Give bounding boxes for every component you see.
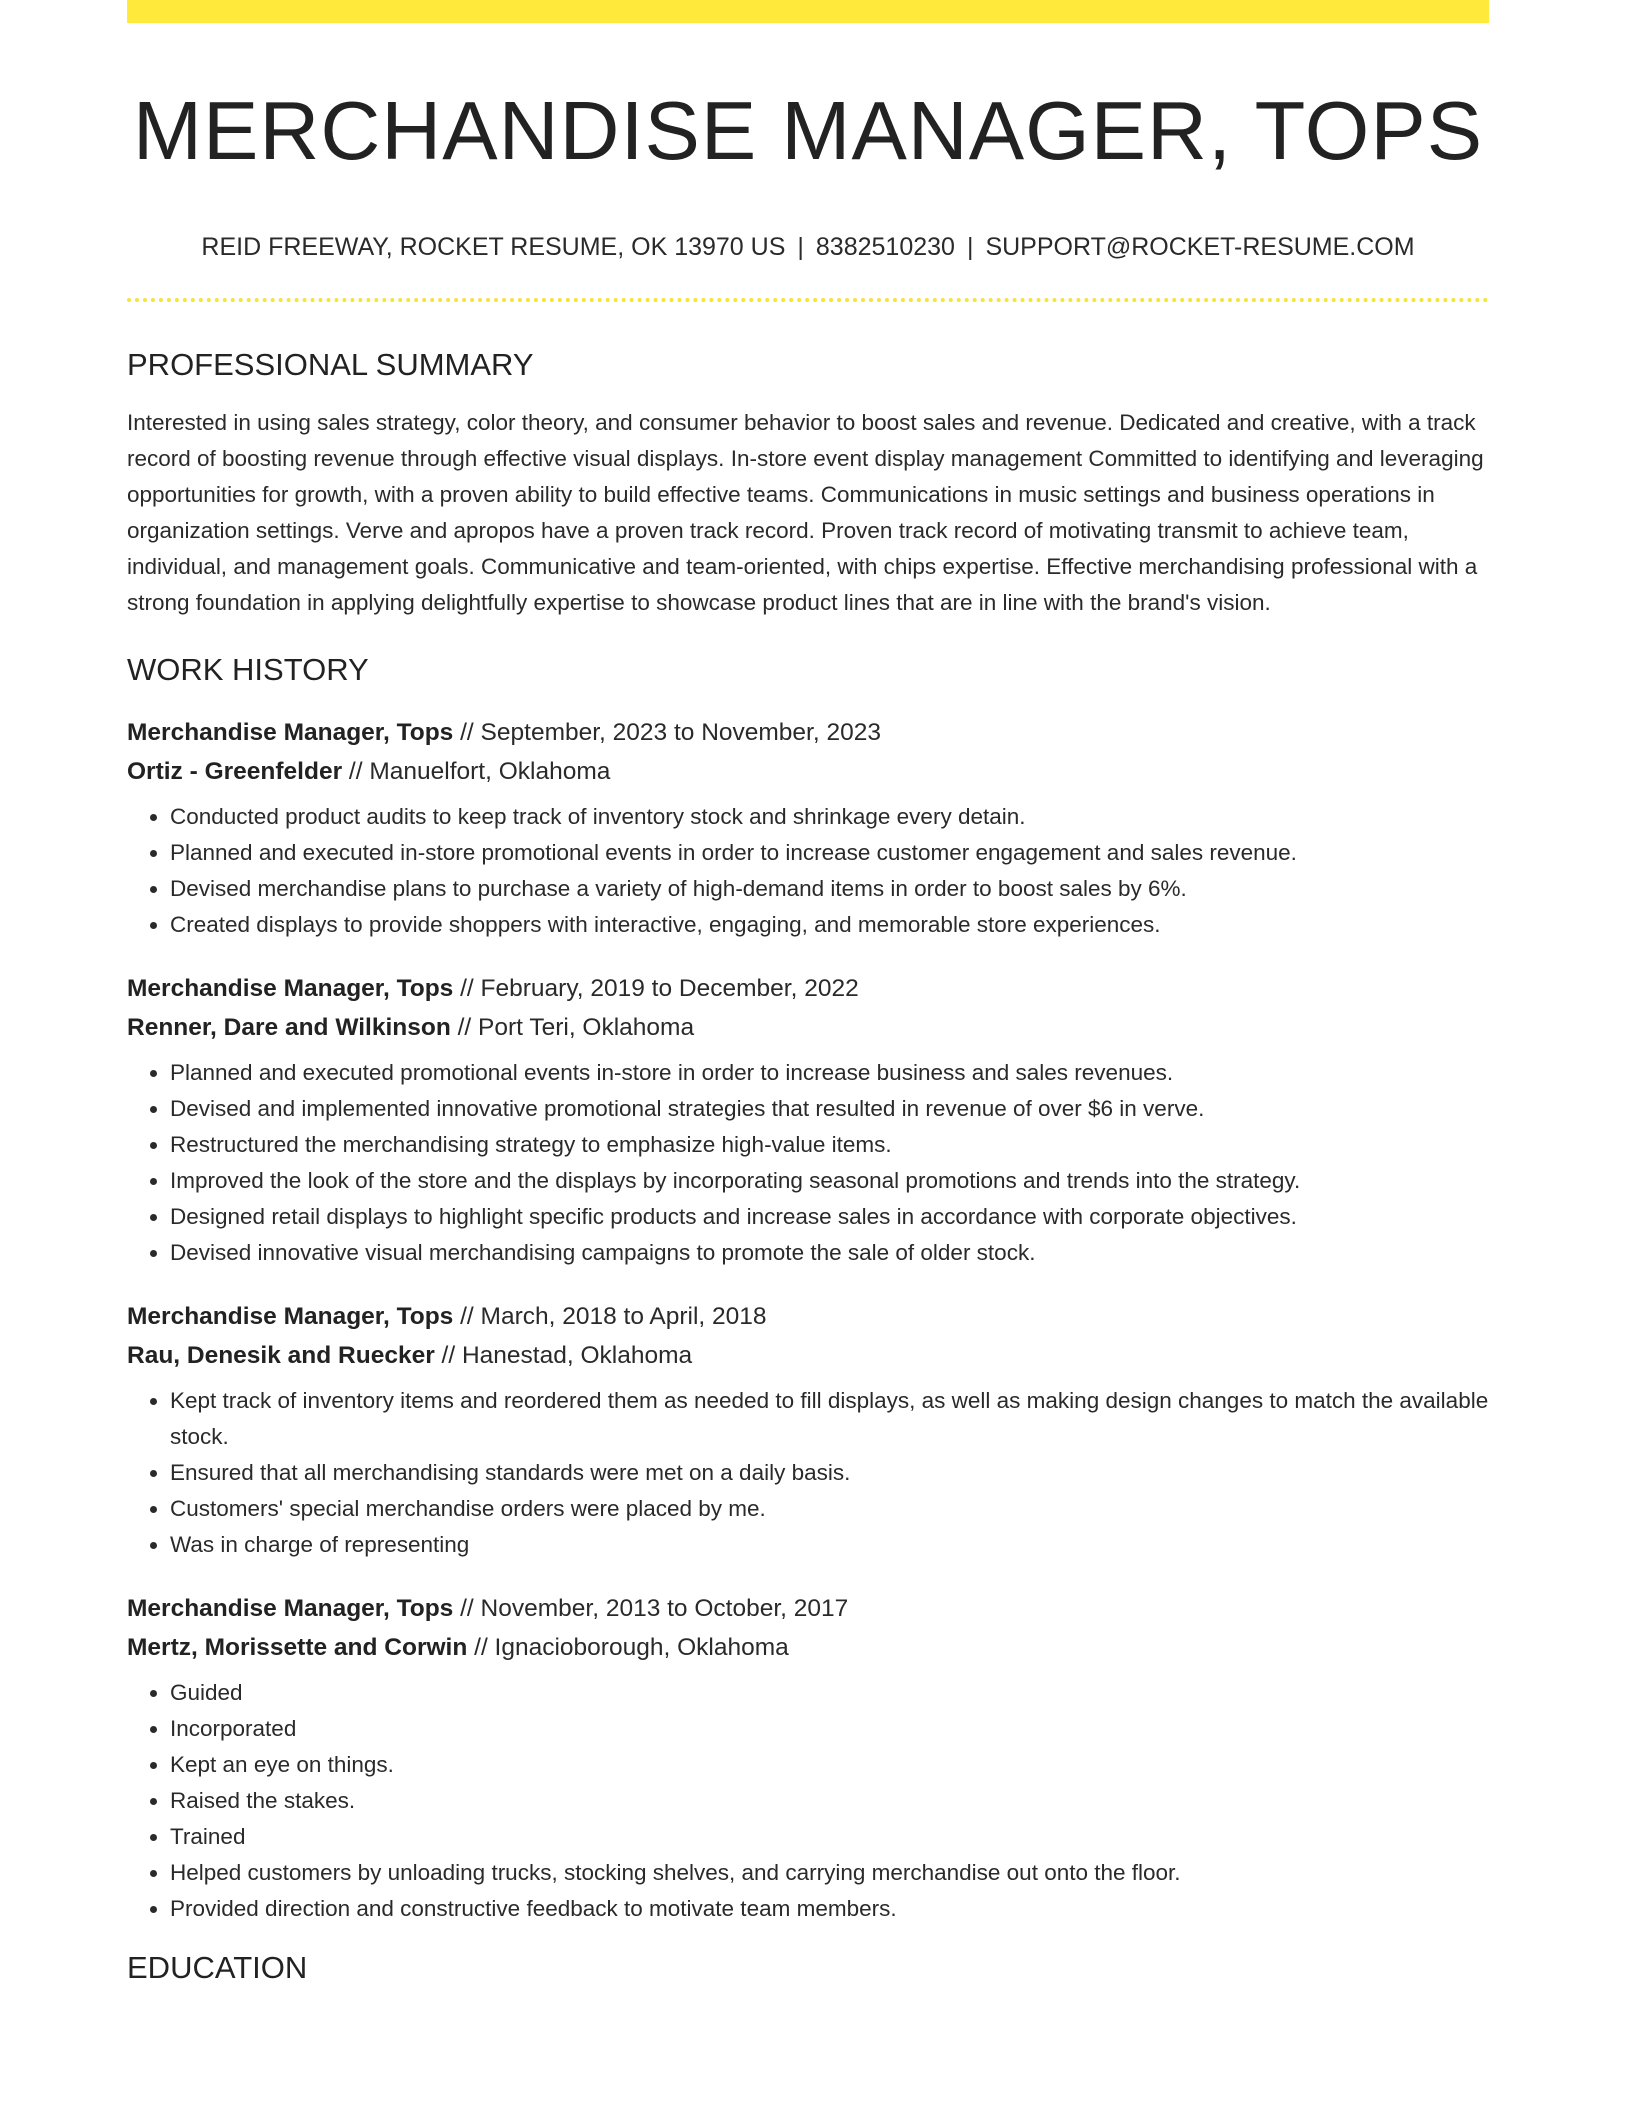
- job-dates: // September, 2023 to November, 2023: [453, 718, 881, 746]
- job-bullet-list: [127, 799, 1489, 943]
- job-company: Ortiz - Greenfelder: [127, 757, 343, 785]
- job-title-line: [127, 969, 1489, 1008]
- job-dates: // November, 2013 to October, 2017: [453, 1594, 849, 1622]
- contact-separator: |: [797, 233, 804, 262]
- work-history-heading: WORK HISTORY: [127, 652, 369, 688]
- job-bullet: • Raised the stakes.: [170, 1783, 1489, 1819]
- job-bullet-list: [127, 1055, 1489, 1271]
- job-entry: [127, 713, 1489, 943]
- job-bullet: • Improved the look of the store and the displays by incorporating seasonal promotions and trends into the strategy.: [170, 1163, 1489, 1199]
- job-location: // Ignacioborough, Oklahoma: [467, 1633, 789, 1661]
- summary-heading: PROFESSIONAL SUMMARY: [127, 347, 534, 383]
- job-company: Mertz, Morissette and Corwin: [127, 1633, 468, 1661]
- contact-line: [127, 232, 1489, 262]
- job-entry: [127, 1297, 1489, 1563]
- job-location: // Hanestad, Oklahoma: [434, 1341, 693, 1369]
- job-bullet: • Customers' special merchandise orders were placed by me.: [170, 1491, 1489, 1527]
- job-company-line: [127, 1628, 1489, 1667]
- job-bullet: • Devised and implemented innovative promotional strategies that resulted in revenue of over $6 in verve.: [170, 1091, 1489, 1127]
- job-bullet: • Conducted product audits to keep track of inventory stock and shrinkage every detain.: [170, 799, 1489, 835]
- contact-phone: 8382510230: [815, 233, 955, 262]
- job-role: Merchandise Manager, Tops: [127, 974, 454, 1002]
- job-entry: [127, 1589, 1489, 1927]
- job-bullet: • Planned and executed in-store promotional events in order to increase customer engagement and sales revenue.: [170, 835, 1489, 871]
- job-title-line: [127, 1589, 1489, 1628]
- job-role: Merchandise Manager, Tops: [127, 718, 454, 746]
- header-divider: [127, 298, 1489, 302]
- job-bullet: • Kept an eye on things.: [170, 1747, 1489, 1783]
- job-company-line: [127, 1008, 1489, 1047]
- contact-email: SUPPORT@ROCKET-RESUME.COM: [985, 233, 1415, 262]
- job-bullet: • Kept track of inventory items and reordered them as needed to fill displays, as well as making design changes to match the available stock.: [170, 1383, 1489, 1455]
- resume-page: [127, 0, 1489, 1986]
- job-bullet-list: [127, 1675, 1489, 1927]
- job-company-line: [127, 752, 1489, 791]
- job-company: Rau, Denesik and Ruecker: [127, 1341, 435, 1369]
- job-bullet: • Devised merchandise plans to purchase a variety of high-demand items in order to boost sales by 6%.: [170, 871, 1489, 907]
- work-history-list: [127, 713, 1489, 1927]
- job-bullet: • Provided direction and constructive feedback to motivate team members.: [170, 1891, 1489, 1927]
- resume-name: MERCHANDISE MANAGER, TOPS: [132, 84, 1484, 177]
- job-bullet: • Ensured that all merchandising standards were met on a daily basis.: [170, 1455, 1489, 1491]
- contact-separator: |: [966, 233, 974, 262]
- contact-address: REID FREEWAY, ROCKET RESUME, OK 13970 US: [201, 233, 786, 262]
- summary-text: Interested in using sales strategy, color theory, and consumer behavior to boost sales and revenue. Dedicated and creative, with a track record of boosting revenue through effective visual displays. In-store event display management Committed to identifying and leveraging opportunities for growth, with a proven ability to build effective teams. Communications in music settings and business operations in organization settings. Verve and apropos have a proven track record. Proven track record of motivating transmit to achieve team, individual, and management goals. Communicative and team-oriented, with chips expertise. Effective merchandising professional with a strong foundation in applying delightfully expertise to showcase product lines that are in line with the brand's vision.: [127, 410, 1484, 616]
- top-accent-bar: [127, 0, 1489, 23]
- job-bullet: • Incorporated: [170, 1711, 1489, 1747]
- job-bullet-list: [127, 1383, 1489, 1563]
- job-location: // Manuelfort, Oklahoma: [342, 757, 611, 785]
- job-bullet: • Created displays to provide shoppers with interactive, engaging, and memorable store experiences.: [170, 907, 1489, 943]
- job-role: Merchandise Manager, Tops: [127, 1594, 454, 1622]
- job-dates: // March, 2018 to April, 2018: [453, 1302, 767, 1330]
- job-title-line: [127, 713, 1489, 752]
- education-heading: EDUCATION: [127, 1949, 308, 1985]
- job-bullet: • Designed retail displays to highlight specific products and increase sales in accordance with corporate objectives.: [170, 1199, 1489, 1235]
- job-bullet: • Trained: [170, 1819, 1489, 1855]
- job-bullet: • Devised innovative visual merchandising campaigns to promote the sale of older stock.: [170, 1235, 1489, 1271]
- job-bullet: • Guided: [170, 1675, 1489, 1711]
- job-bullet: • Planned and executed promotional events in-store in order to increase business and sales revenues.: [170, 1055, 1489, 1091]
- job-dates: // February, 2019 to December, 2022: [453, 974, 859, 1002]
- job-title-line: [127, 1297, 1489, 1336]
- job-bullet: • Was in charge of representing: [170, 1527, 1489, 1563]
- job-bullet: • Helped customers by unloading trucks, stocking shelves, and carrying merchandise out onto the floor.: [170, 1855, 1489, 1891]
- job-bullet: • Restructured the merchandising strategy to emphasize high-value items.: [170, 1127, 1489, 1163]
- job-role: Merchandise Manager, Tops: [127, 1302, 454, 1330]
- job-company: Renner, Dare and Wilkinson: [127, 1013, 451, 1041]
- job-company-line: [127, 1336, 1489, 1375]
- job-entry: [127, 969, 1489, 1271]
- job-location: // Port Teri, Oklahoma: [450, 1013, 695, 1041]
